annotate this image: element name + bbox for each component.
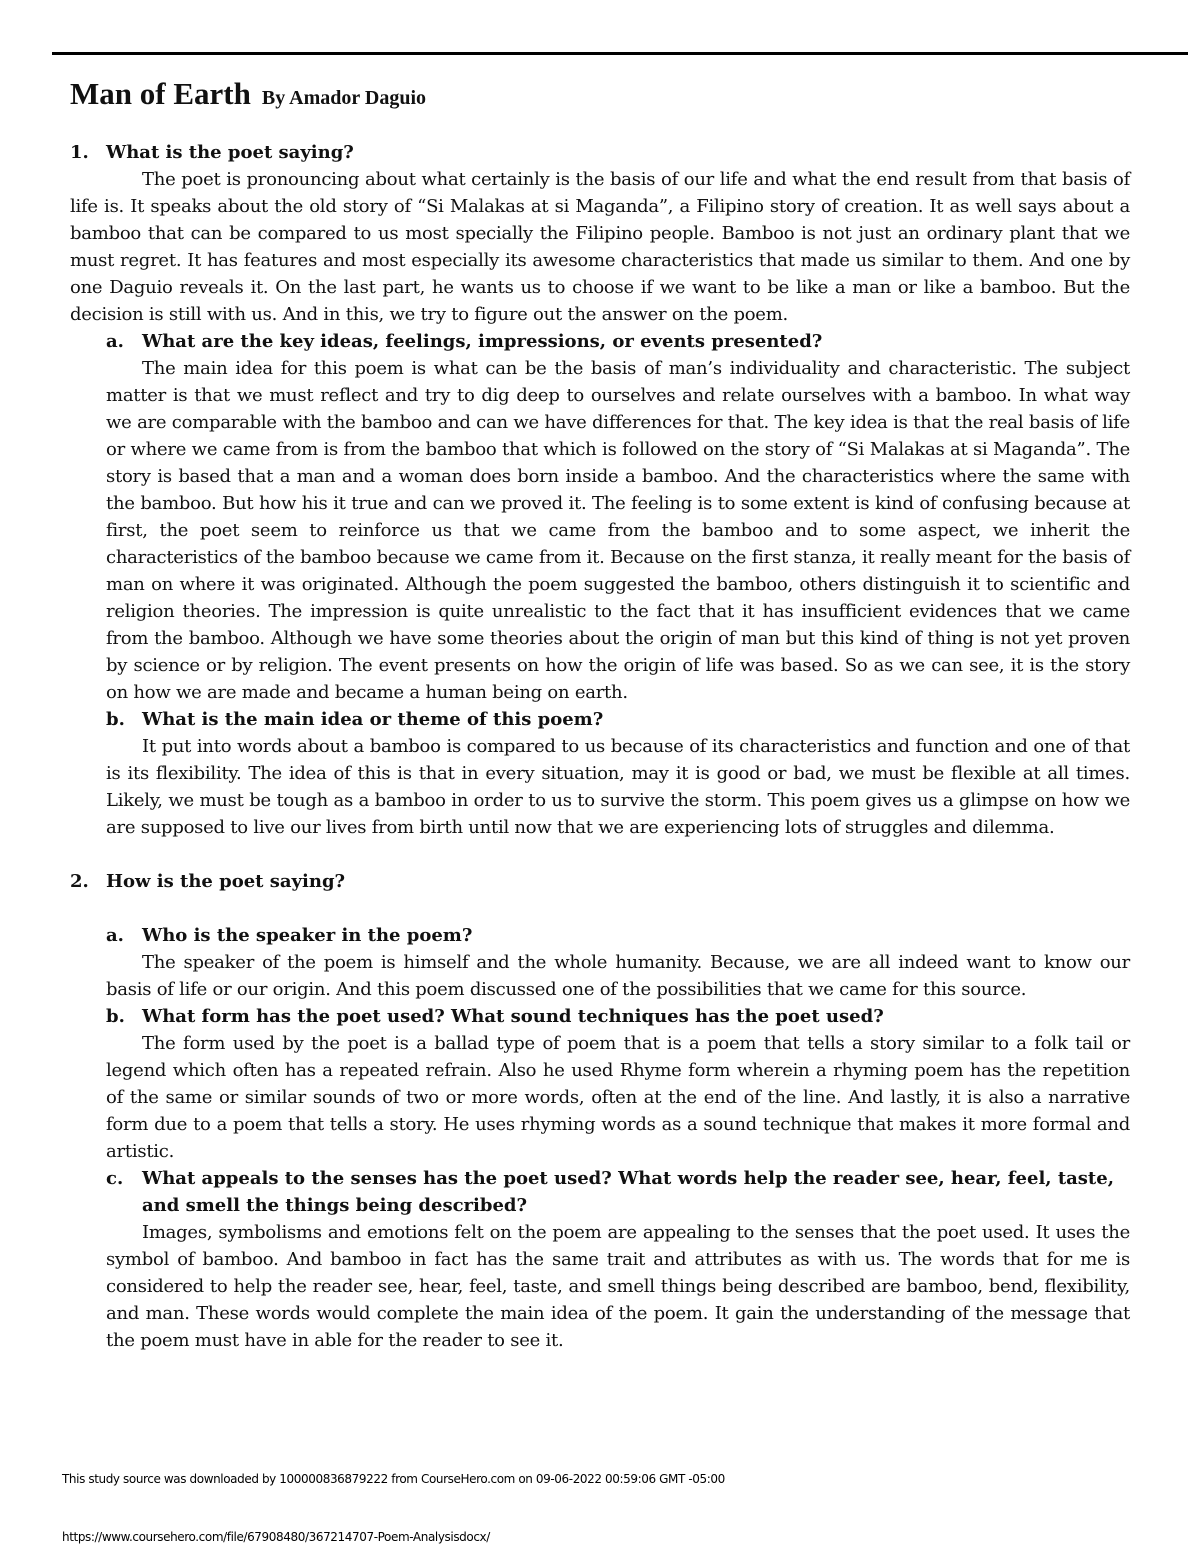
item-letter: b. (106, 1006, 125, 1027)
top-rule (52, 52, 1188, 55)
section-question: What is the poet saying? (106, 142, 354, 163)
item-question: Who is the speaker in the poem? (142, 925, 473, 946)
item-letter: a. (106, 331, 124, 352)
section-1b-heading (70, 706, 1130, 733)
section-1b-answer: It put into words about a bamboo is compared to us because of its characteristics and function and one of that is its flexibility. The idea of this is that in every situation, may it is good or bad, we must be flexible at all times. Likely, we must be tough as a bamboo in order to us to survive the storm. This poem gives us a glimpse on how we are supposed to live our lives from birth until now that we are experiencing lots of struggles and dilemma. (106, 736, 1130, 838)
spacer (70, 895, 1130, 922)
source-url-link[interactable]: https://www.coursehero.com/file/67908480/367214707-Poem-Analysisdocx/ (62, 1530, 490, 1544)
section-1-heading (70, 139, 1130, 166)
section-2c-answer: Images, symbolisms and emotions felt on the poem are appealing to the senses that the poet used. It uses the symbol of bamboo. And bamboo in fact has the same trait and attributes as with us. The words that for me is considered to help the reader see, hear, feel, taste, and smell things being described are bamboo, bend, flexibility, and man. These words would complete the main idea of the poem. It gain the understanding of the message that the poem must have in able for the reader to see it. (106, 1222, 1130, 1351)
item-question: What is the main idea or theme of this poem? (142, 709, 604, 730)
item-letter: a. (106, 925, 124, 946)
section-1a-heading (70, 328, 1130, 355)
section-1-answer: The poet is pronouncing about what certainly is the basis of our life and what the end result from that basis of life is. It speaks about the old story of “Si Malakas at si Maganda”, a Filipino story of creation. It as well says about a bamboo that can be compared to us most specially the Filipino people. Bamboo is not just an ordinary plant that we must regret. It has features and most especially its awesome characteristics that made us similar to them. And one by one Daguio reveals it. On the last part, he wants us to choose if we want to be like a man or like a bamboo. But the decision is still with us. And in this, we try to figure out the answer on the poem. (70, 169, 1130, 325)
section-2b-answer: The form used by the poet is a ballad type of poem that is a poem that tells a story similar to a folk tail or legend which often has a repeated refrain. Also he used Rhyme form wherein a rhyming poem has the repetition of the same or similar sounds of two or more words, often at the end of the line. And lastly, it is also a narrative form due to a poem that tells a story. He uses rhyming words as a sound technique that makes it more formal and artistic. (106, 1033, 1130, 1162)
document-body (70, 76, 1130, 1354)
poem-author: By Amador Daguio (261, 87, 427, 109)
section-2b-heading (70, 1003, 1130, 1030)
section-2a-answer: The speaker of the poem is himself and the whole humanity. Because, we are all indeed want to know our basis of life or our origin. And this poem discussed one of the possibilities that we came for this source. (106, 952, 1130, 1000)
poem-title: Man of Earth (70, 76, 251, 111)
item-letter: c. (106, 1168, 124, 1189)
section-2a-heading (70, 922, 1130, 949)
item-question: What form has the poet used? What sound techniques has the poet used? (142, 1006, 884, 1027)
item-question: What are the key ideas, feelings, impressions, or events presented? (142, 331, 823, 352)
section-question: How is the poet saying? (106, 871, 346, 892)
item-letter: b. (106, 709, 125, 730)
spacer (70, 841, 1130, 868)
section-1a-answer: The main idea for this poem is what can be the basis of man’s individuality and characteristic. The subject matter is that we must reflect and try to dig deep to ourselves and relate ourselves with a bamboo. In what way we are comparable with the bamboo and can we have differences for that. The key idea is that the real basis of life or where we came from is from the bamboo that which is followed on the story of “Si Malakas at si Maganda”. The story is based that a man and a woman does born inside a bamboo. And the characteristics where the same with the bamboo. But how his it true and can we proved it. The feeling is to some extent is kind of confusing because at first, the poet seem to reinforce us that we came from the bamboo and to some aspect, we inherit the characteristics of the bamboo because we came from it. Because on the first stanza, it really meant for the basis of man on where it was originated. Although the poem suggested the bamboo, others distinguish it to scientific and religion theories. The impression is quite unrealistic to the fact that it has insufficient evidences that we came from the bamboo. Although we have some theories about the origin of man but this kind of thing is not yet proven by science or by religion. The event presents on how the origin of life was based. So as we can see, it is the story on how we are made and became a human being on earth. (106, 358, 1130, 703)
section-2-heading (70, 868, 1130, 895)
item-question: What appeals to the senses has the poet used? What words help the reader see, hear, feel, taste, and smell the things being described? (142, 1168, 1114, 1216)
section-number: 2. (70, 871, 89, 892)
section-2c-heading (70, 1165, 1130, 1219)
section-number: 1. (70, 142, 89, 163)
document-title (70, 76, 1130, 117)
download-notice: This study source was downloaded by 100000836879222 from CourseHero.com on 09-06-2022 00:59:06 GMT -05:00 (62, 1472, 725, 1486)
